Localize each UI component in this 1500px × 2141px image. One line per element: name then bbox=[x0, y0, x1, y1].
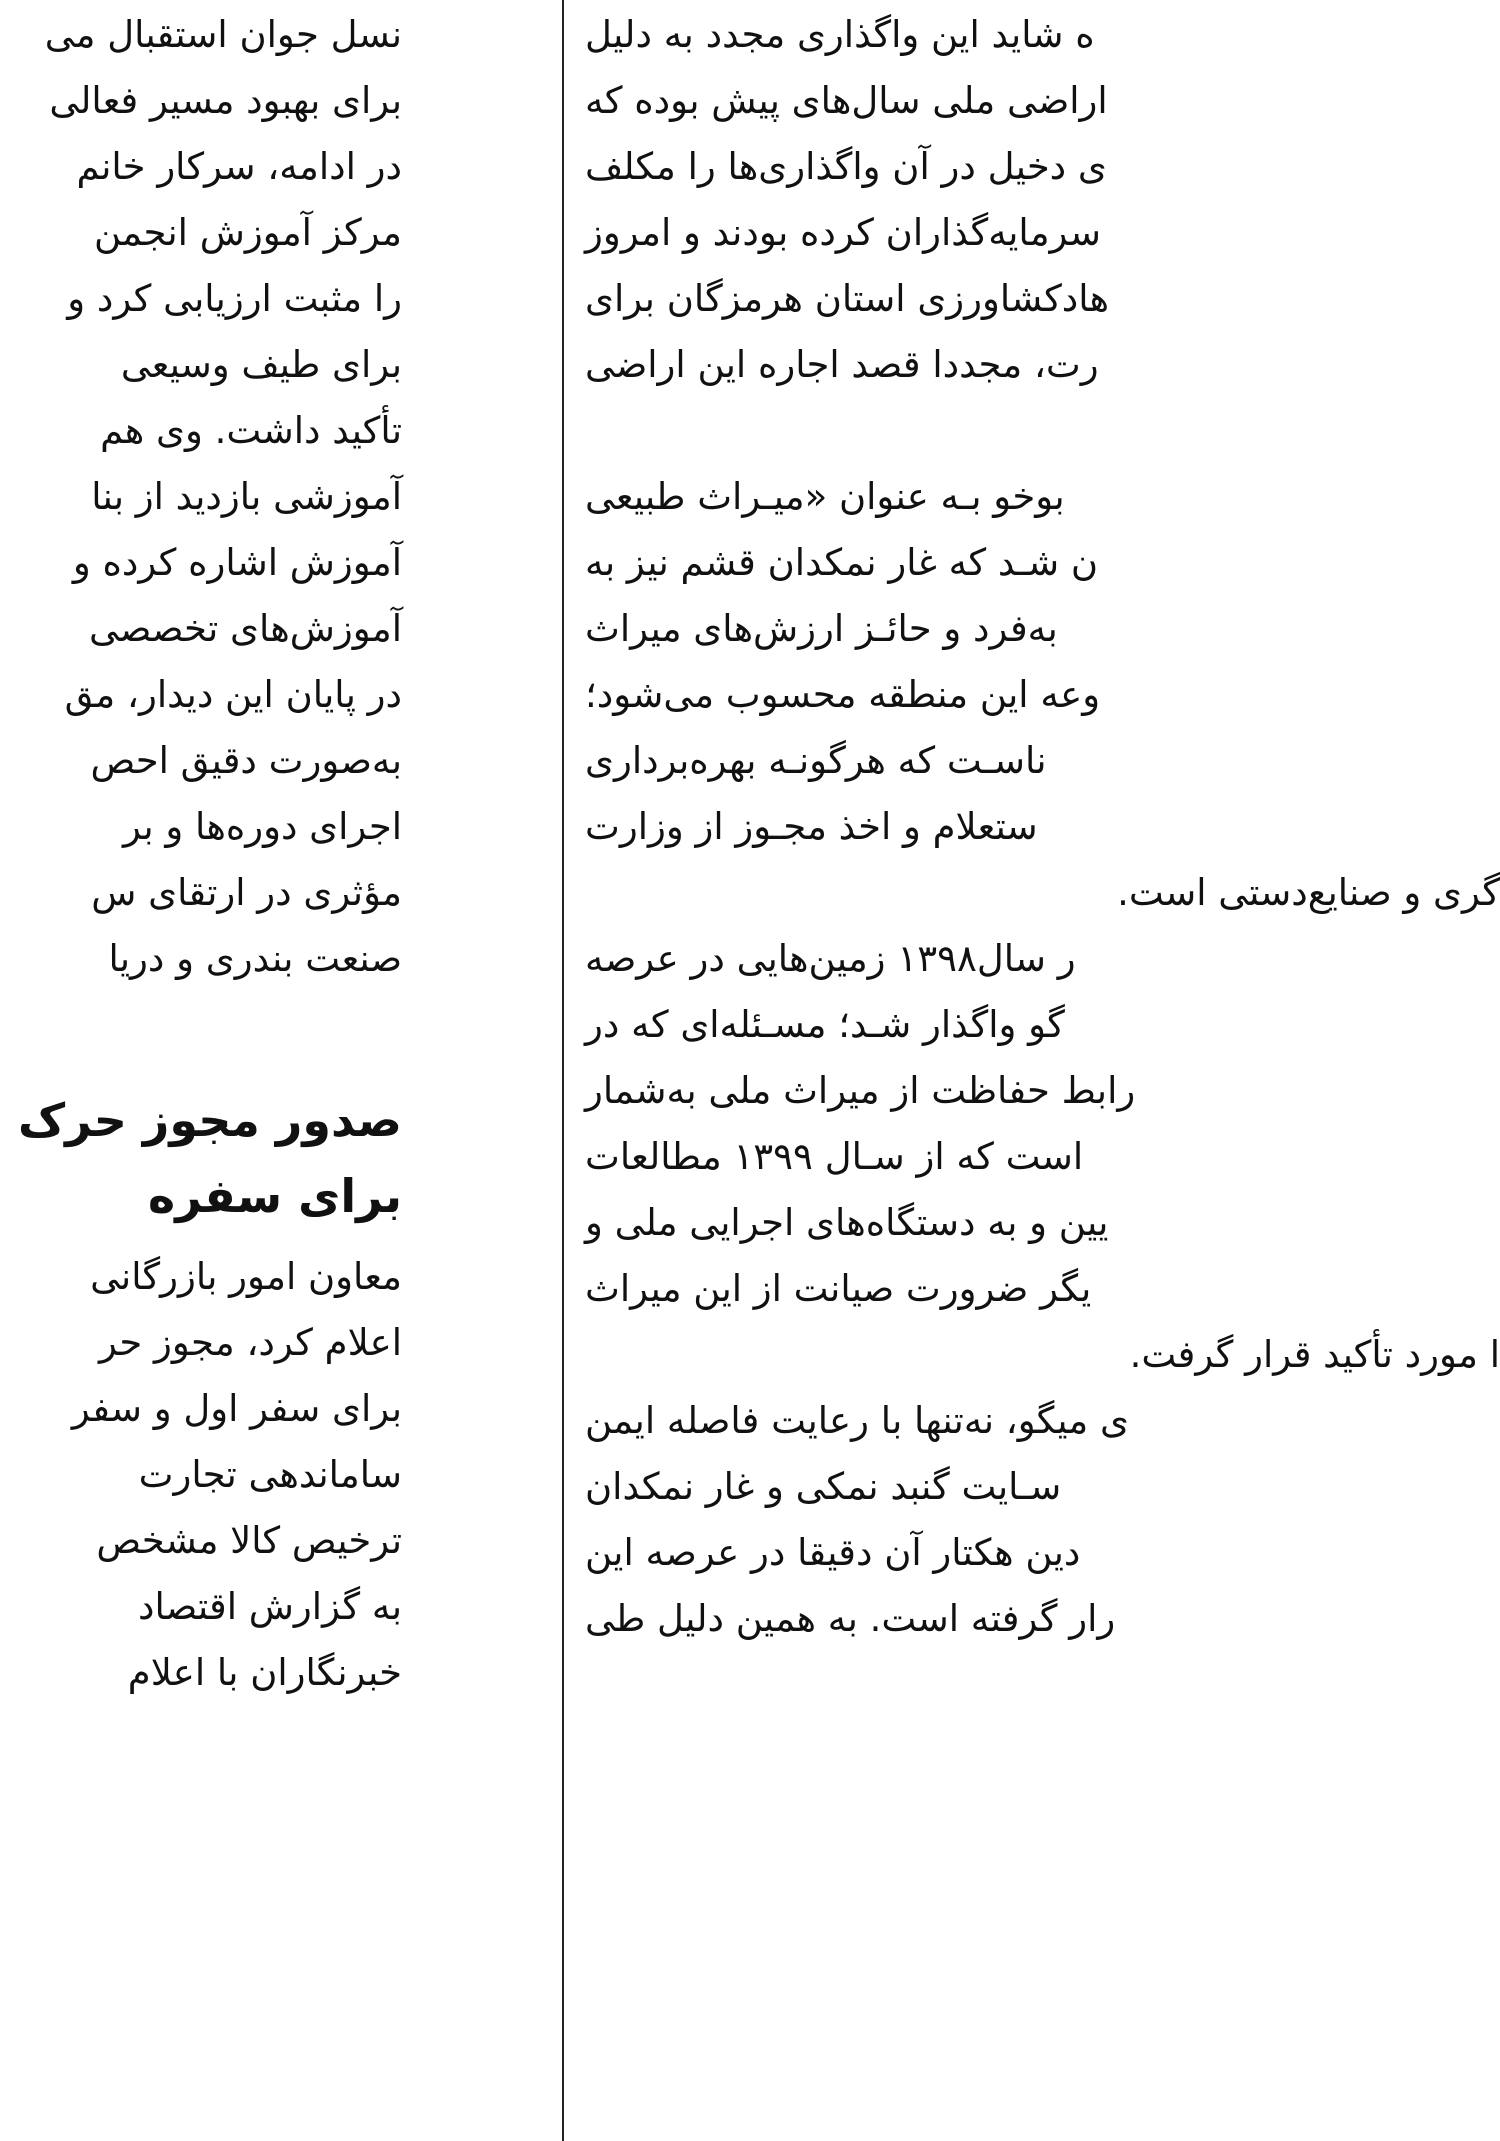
right-line: است که از سـال ۱۳۹۹ مطالعات bbox=[585, 1135, 1084, 1178]
right-line: سرمایه‌گذاران کرده بودند و امروز bbox=[585, 211, 1101, 254]
right-line: رت، مجددا قصد اجاره این اراضی bbox=[585, 343, 1099, 386]
right-line: یین و به دستگاه‌های اجرایی ملی و bbox=[585, 1201, 1109, 1244]
right-line: ن شـد که غار نمکدان قشم نیز به bbox=[585, 541, 1099, 584]
right-line: ستعلام و اخذ مجـوز از وزارت bbox=[585, 805, 1038, 848]
right-line: ی دخیل در آن واگذاری‌ها را مکلف bbox=[585, 145, 1107, 188]
right-line: وعه این منطقه محسوب می‌شود؛ bbox=[585, 673, 1101, 716]
left-column bbox=[0, 0, 555, 2141]
right-line: به‌فرد و حائـز ارزش‌های میراث bbox=[585, 607, 1058, 650]
right-line: یگر ضرورت صیانت از این میراث bbox=[585, 1267, 1092, 1310]
left-line: به‌صورت دقیق احص bbox=[90, 739, 402, 782]
right-line: اراضی ملی سال‌های پیش بوده که bbox=[585, 79, 1108, 122]
left-line: برای سفر اول و سفر bbox=[71, 1387, 402, 1430]
left-line: را مثبت ارزیابی کرد و bbox=[67, 277, 402, 320]
right-line: گری و صنایع‌دستی است. bbox=[1117, 871, 1500, 914]
left-line: در ادامه، سرکار خانم bbox=[76, 145, 402, 188]
right-line: دین هکتار آن دقیقا در عرصه این bbox=[585, 1531, 1081, 1574]
right-line: ا مورد تأکید قرار گرفت. bbox=[1129, 1333, 1500, 1376]
left-line: ترخیص کالا مشخص bbox=[96, 1519, 402, 1562]
left-line: ساماندهی تجارت bbox=[138, 1453, 402, 1496]
right-line: سـایت گنبد نمکی و غار نمکدان bbox=[585, 1465, 1062, 1508]
left-line: آموزش اشاره کرده و bbox=[72, 541, 402, 584]
left-line: صنعت بندری و دریا bbox=[108, 937, 402, 980]
left-line: مؤثری در ارتقای س bbox=[91, 871, 402, 914]
right-line: ناسـت که هرگونـه بهره‌برداری bbox=[585, 739, 1047, 782]
right-line: رار گرفته است. به همین دلیل طی bbox=[585, 1597, 1116, 1640]
left-line: معاون امور بازرگانی bbox=[90, 1255, 402, 1298]
left-line: آموزشی بازدید از بنا bbox=[91, 475, 402, 518]
left-line: اعلام کرد، مجوز حر bbox=[98, 1321, 402, 1364]
column-divider bbox=[562, 0, 564, 2141]
left-line: مرکز آموزش انجمن bbox=[93, 211, 402, 254]
right-line: ی میگو، نه‌تنها با رعایت فاصله ایمن bbox=[585, 1399, 1129, 1442]
left-line: تأکید داشت. وی هم bbox=[100, 409, 402, 452]
left-line: برای بهبود مسیر فعالی bbox=[49, 79, 402, 122]
right-line: رابط حفاظت از میراث ملی به‌شمار bbox=[585, 1069, 1136, 1112]
right-line: هادکشاورزی استان هرمزگان برای bbox=[585, 277, 1110, 320]
left-line: نسل جوان استقبال می bbox=[44, 13, 402, 56]
section-heading: صدور مجوز حرک bbox=[18, 1093, 402, 1147]
right-line: ه شاید این واگذاری مجدد به دلیل bbox=[585, 13, 1095, 56]
right-line: بوخو بـه عنوان «میـراث طبیعی bbox=[585, 475, 1065, 518]
left-line: به گزارش اقتصاد bbox=[138, 1585, 402, 1628]
right-column bbox=[565, 0, 1500, 2141]
right-line: ر سال۱۳۹۸ زمین‌هایی در عرصه bbox=[585, 937, 1076, 980]
section-heading: برای سفره bbox=[148, 1169, 402, 1223]
left-line: در پایان این دیدار، مق bbox=[64, 673, 402, 716]
right-line: گو واگذار شـد؛ مسـئله‌ای که در bbox=[585, 1003, 1065, 1046]
left-line: برای طیف وسیعی bbox=[120, 343, 402, 386]
left-line: آموزش‌های تخصصی bbox=[89, 607, 402, 650]
left-line: اجرای دوره‌ها و بر bbox=[122, 805, 402, 848]
left-line: خبرنگاران با اعلام bbox=[127, 1651, 402, 1694]
